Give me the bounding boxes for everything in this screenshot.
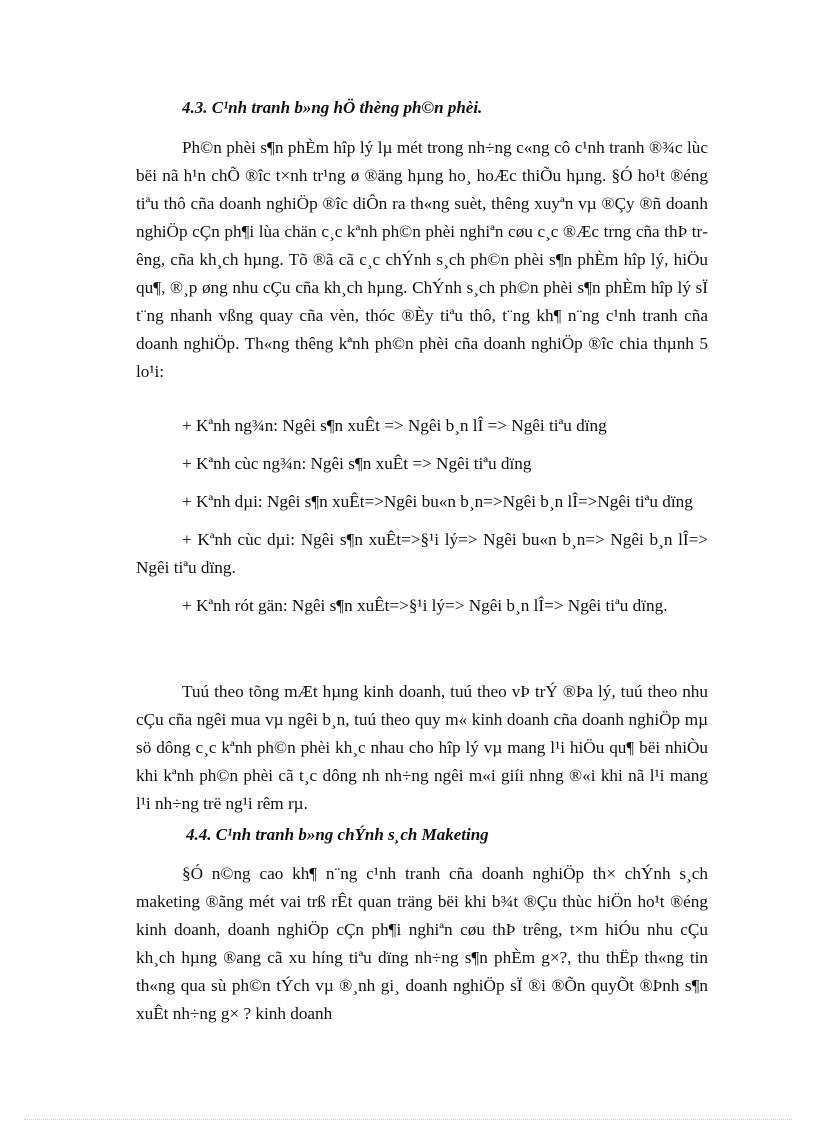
list-item-very-long-channel: + Kªnh cùc dµi: Ngêi s¶n xuÊt=>§¹i lý=> Ngêi bu«n b¸n=> Ngêi b¸n lÎ=> Ngêi tiªu dïng. [136,530,708,577]
list-channels [136,412,708,620]
section-heading-4-3: 4.3. C¹nh tranh b»ng hÖ thèng ph©n phèi. [182,98,483,117]
paragraph-channel-choice: Tuú theo tõng mÆt hµng kinh doanh, tuú theo vÞ trÝ ®Þa lý, tuú theo nhu cÇu cña ngêi mua vµ ngêi b¸n, tuú theo quy m« kinh doanh cña doanh nghiÖp mµ sö dông c¸c kªnh ph©n phèi kh¸c nhau cho hîp lý vµ mang l¹i hiÖu qu¶ bëi nhiÒu khi kªnh ph©n phèi cã t¸c dông nh nh÷ng ngêi m«i giíi nhng ®«i khi nã l¹i mang l¹i nh÷ng trë ng¹i rêm rµ. [136,682,708,813]
page-bottom-divider [24,1119,792,1120]
list-item-short-channel: + Kªnh ng¾n: Ngêi s¶n xuÊt => Ngêi b¸n lÎ => Ngêi tiªu dïng [182,416,607,435]
list-item-shortened-channel: + Kªnh rót gän: Ngêi s¶n xuÊt=>§¹i lý=> Ngêi b¸n lÎ=> Ngêi tiªu dïng. [182,596,668,615]
body-block-1 [136,134,708,386]
paragraph-distribution: Ph©n phèi s¶n phÈm hîp lý lµ mét trong nh÷ng c«ng cô c¹nh tranh ®¾c lùc bëi nã h¹n chÕ ®îc t×nh tr¹ng ø ®äng hµng ho¸ hoÆc thiÕu hµng. §Ó ho¹t ®éng tiªu thô cña doanh nghiÖp ®îc diÔn ra th«ng suèt, thêng xuyªn vµ ®Çy ®ñ doanh nghiÖp cÇn ph¶i lùa chän c¸c kªnh ph©n phèi nghiªn cøu c¸c ®Æc trng cña thÞ trêng, cña kh¸ch hµng. Tõ ®ã cã c¸c chÝnh s¸ch ph©n phèi s¶n phÈm hîp lý, hiÖu qu¶, ®¸p øng nhu cÇu cña kh¸ch hµng. ChÝnh s¸ch ph©n phèi s¶n phÈm hîp lý sÏ t¨ng nhanh vßng quay cña vèn, thóc ®Èy tiªu thô, t¨ng kh¶ n¨ng c¹nh tranh cña doanh nghiÖp. Th«ng thêng kªnh ph©n phèi cña doanh nghiÖp ®îc chia thµnh 5 lo¹i: [136,138,708,381]
section-heading-4-4: 4.4. C¹nh tranh b»ng chÝnh s¸ch Maketing [186,825,489,844]
body-block-3 [136,860,708,1028]
paragraph-marketing: §Ó n©ng cao kh¶ n¨ng c¹nh tranh cña doanh nghiÖp th× chÝnh s¸ch maketing ®ãng mét vai trß rÊt quan träng bëi khi b¾t ®Çu thùc hiÖn ho¹t ®éng kinh doanh, doanh nghiÖp cÇn ph¶i nghiªn cøu thÞ trêng, t×m hiÓu nhu cÇu kh¸ch hµng ®ang cã xu híng tiªu dïng nh÷ng s¶n phÈm g×?, thu thËp th«ng tin th«ng qua sù ph©n tÝch vµ ®¸nh gi¸ doanh nghiÖp sÏ ®i ®Õn quyÕt ®Þnh s¶n xuÊt nh÷ng g× ? kinh doanh [136,864,708,1023]
list-item-long-channel: + Kªnh dµi: Ngêi s¶n xuÊt=>Ngêi bu«n b¸n=>Ngêi b¸n lÎ=>Ngêi tiªu dïng [182,492,693,511]
body-block-2 [136,678,708,818]
list-item-very-short-channel: + Kªnh cùc ng¾n: Ngêi s¶n xuÊt => Ngêi tiªu dïng [182,454,532,473]
